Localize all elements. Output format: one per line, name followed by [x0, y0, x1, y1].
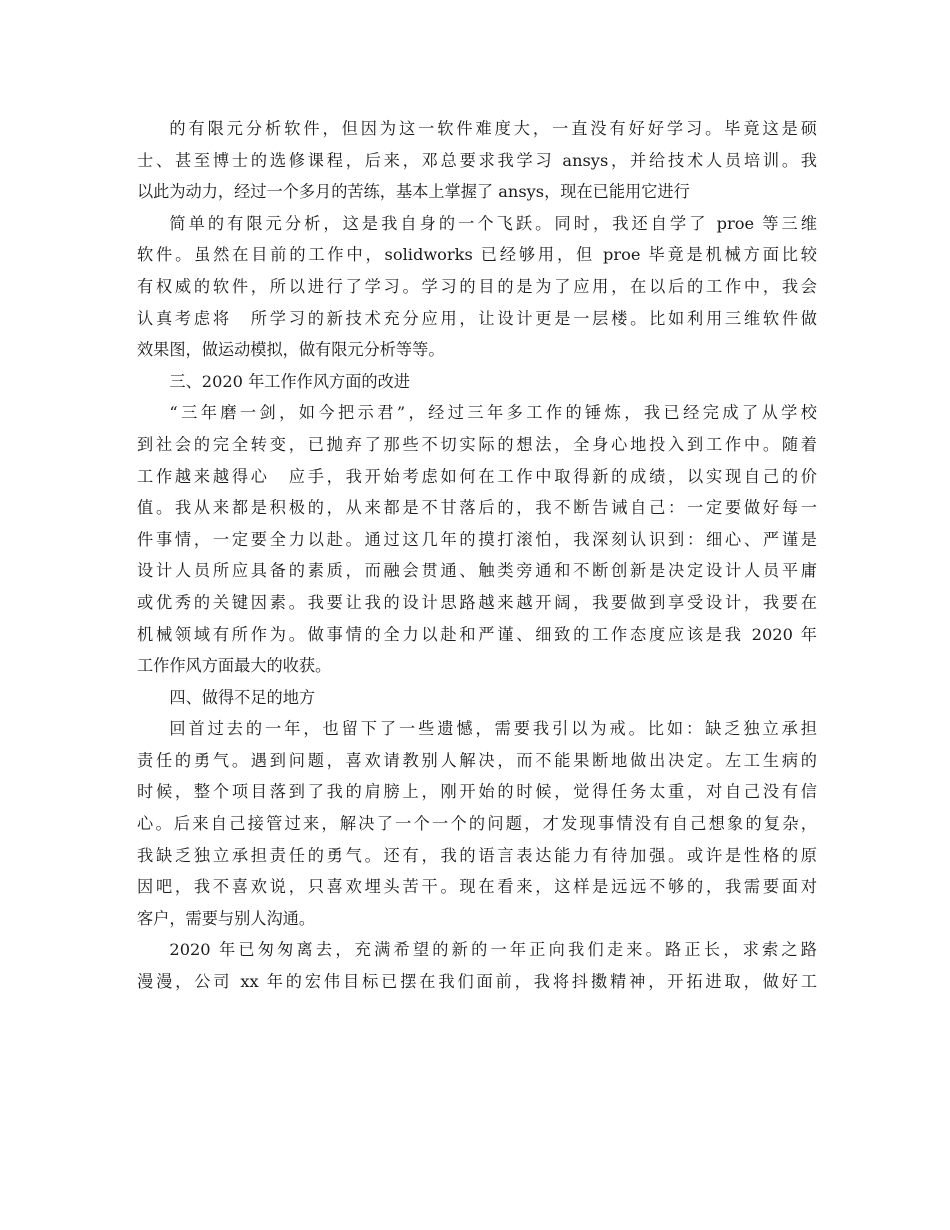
text-line: 客户，需要与别人沟通。 — [137, 908, 316, 928]
text-line: 时候，整个项目落到了我的肩膀上，刚开始的时候，觉得任务太重，对自己没有信 — [137, 782, 817, 802]
text-line: 回首过去的一年，也留下了一些遗憾，需要我引以为戒。比如：缺乏独立承担 — [169, 719, 817, 739]
paragraph — [137, 397, 817, 681]
text-line: 漫漫，公司 xx 年的宏伟目标已摆在我们面前，我将抖擞精神，开拓进取，做好工 — [137, 972, 817, 992]
text-line: 心。后来自己接管过来，解决了一个一个的问题，才发现事情没有自己想象的复杂， — [137, 814, 817, 834]
text-line: 我缺乏独立承担责任的勇气。还有，我的语言表达能力有待加强。或许是性格的原 — [137, 845, 817, 865]
text-line: 因吧，我不喜欢说，只喜欢埋头苦干。现在看来，这样是远远不够的，我需要面对 — [137, 877, 817, 897]
text-line: 的有限元分析软件，但因为这一软件难度大，一直没有好好学习。毕竟这是硕 — [169, 119, 817, 138]
text-line: 设计人员所应具备的素质，而融会贯通、触类旁通和不断创新是决定设计人员平庸 — [137, 561, 817, 581]
section-heading — [137, 682, 817, 714]
text-line: 四、做得不足的地方 — [169, 687, 316, 707]
paragraph — [137, 113, 817, 208]
text-line: 士、甚至博士的选修课程，后来，邓总要求我学习 ansys，并给技术人员培训。我 — [137, 150, 817, 170]
paragraph — [137, 713, 817, 934]
paragraph — [137, 934, 817, 997]
text-line: 有权威的软件，所以进行了学习。学习的目的是为了应用，在以后的工作中，我会 — [137, 276, 817, 296]
text-line: 值。我从来都是积极的，从来都是不甘落后的，我不断告诫自己：一定要做好每一 — [137, 498, 817, 518]
text-line: 机械领域有所作为。做事情的全力以赴和严谨、细致的工作态度应该是我 2020 年 — [137, 624, 817, 644]
text-line: 效果图，做运动模拟，做有限元分析等等。 — [137, 340, 445, 360]
text-line: 软件。虽然在目前的工作中，solidworks 已经够用，但 proe 毕竟是机械方面比较 — [137, 245, 817, 265]
text-line: 简单的有限元分析，这是我自身的一个飞跃。同时，我还自学了 proe 等三维 — [169, 213, 817, 233]
text-line: 或优秀的关键因素。我要让我的设计思路越来越开阔，我要做到享受设计，我要在 — [137, 592, 817, 612]
text-line: “三年磨一剑，如今把示君”，经过三年多工作的锤炼，我已经完成了从学校 — [169, 403, 817, 423]
text-line: 2020 年已匆匆离去，充满希望的新的一年正向我们走来。路正长，求索之路 — [169, 940, 817, 960]
section-heading — [137, 366, 817, 398]
text-line: 三、2020 年工作作风方面的改进 — [169, 371, 410, 391]
text-line: 件事情，一定要全力以赴。通过这几年的摸打滚怕，我深刻认识到：细心、严谨是 — [137, 529, 817, 549]
text-line: 工作越来越得心 应手，我开始考虑如何在工作中取得新的成绩，以实现自己的价 — [137, 466, 817, 486]
text-line: 以此为动力，经过一个多月的苦练，基本上掌握了 ansys，现在已能用它进行 — [137, 182, 690, 202]
text-line: 责任的勇气。遇到问题，喜欢请教别人解决，而不能果断地做出决定。左工生病的 — [137, 750, 817, 770]
text-line: 工作作风方面最大的收获。 — [137, 656, 332, 676]
paragraph — [137, 208, 817, 366]
text-line: 到社会的完全转变，已抛弃了那些不切实际的想法，全身心地投入到工作中。随着 — [137, 434, 817, 454]
text-line: 认真考虑将 所学习的新技术充分应用，让设计更是一层楼。比如利用三维软件做 — [137, 308, 817, 328]
document-page — [137, 113, 817, 998]
